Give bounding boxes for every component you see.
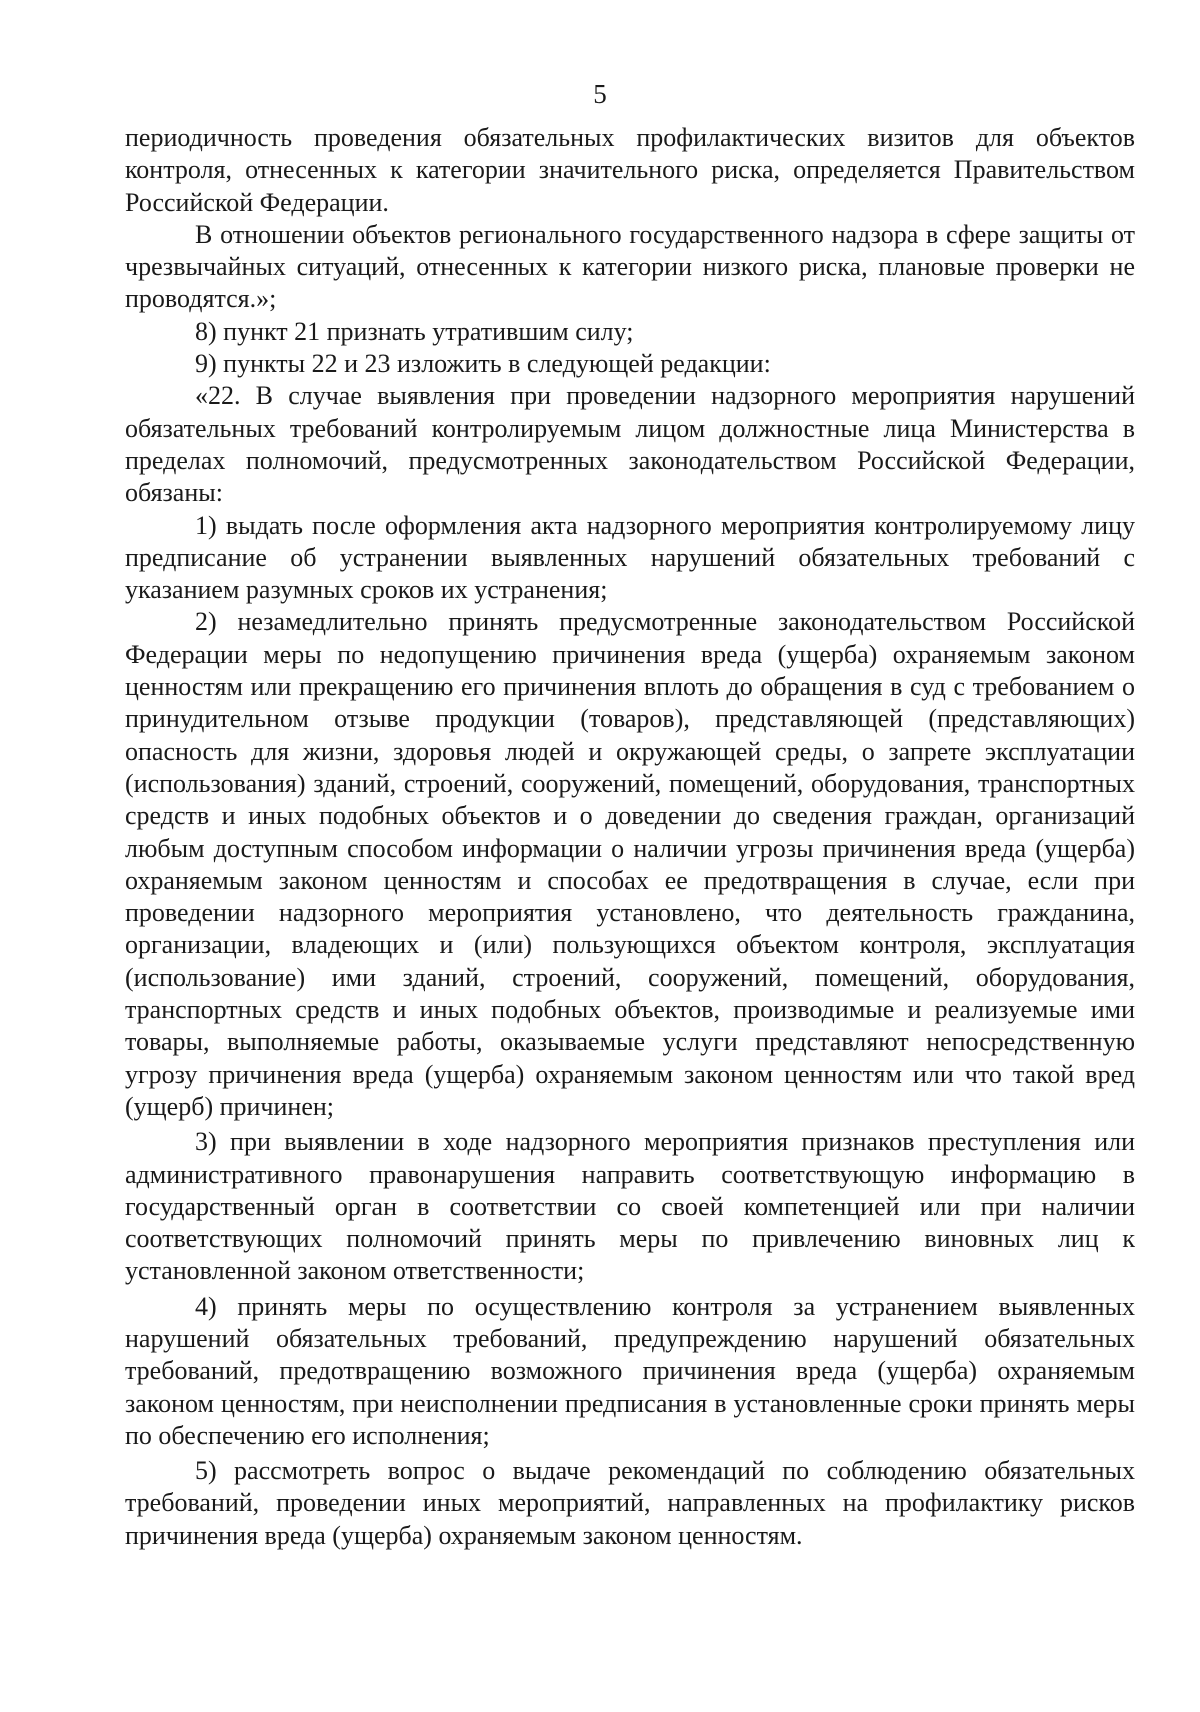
paragraph-low-risk: В отношении объектов регионального государственного надзора в сфере защиты от чрезвычайных ситуаций, отнесенных к категории низкого риска, плановые проверки не проводятся.»; xyxy=(125,219,1135,314)
paragraph-item-9: 9) пункты 22 и 23 изложить в следующей редакции: xyxy=(195,349,771,379)
paragraph-subitem-4: 4) принять меры по осуществлению контроля за устранением выявленных нарушений обязательных требований, предупреждению нарушений обязательных требований, предотвращению возможного причинения вреда (ущерба) охраняемым законом ценностям, при неисполнении предписания в установленные сроки принять меры по обеспечению его исполнения; xyxy=(125,1291,1135,1450)
document-body xyxy=(125,122,1135,1552)
paragraph-subitem-5: 5) рассмотреть вопрос о выдаче рекомендаций по соблюдению обязательных требований, проведении иных мероприятий, направленных на профилактику рисков причинения вреда (ущерба) охраняемым законом ценностям. xyxy=(125,1456,1135,1550)
paragraph-subitem-1: 1) выдать после оформления акта надзорного мероприятия контролируемому лицу предписание об устранении выявленных нарушений обязательных требований с указанием разумных сроков их устранения; xyxy=(125,510,1135,605)
paragraph-clause-22: «22. В случае выявления при проведении надзорного мероприятия нарушений обязательных требований контролируемым лицом должностные лица Министерства в пределах полномочий, предусмотренных законодательством Российской Федерации, обязаны: xyxy=(125,381,1135,508)
paragraph-subitem-3: 3) при выявлении в ходе надзорного мероприятия признаков преступления или административного правонарушения направить соответствующую информацию в государственный орган в соответствии со своей компетенцией или при наличии соответствующих полномочий принять меры по привлечению виновных лиц к установленной законом ответственности; xyxy=(125,1127,1135,1286)
paragraph-continuation: периодичность проведения обязательных профилактических визитов для объектов контроля, отнесенных к категории значительного риска, определяется Правительством Российской Федерации. xyxy=(125,123,1135,217)
paragraph-item-8: 8) пункт 21 признать утратившим силу; xyxy=(195,316,634,346)
paragraph-subitem-2: 2) незамедлительно принять предусмотренные законодательством Российской Федерации меры по недопущению причинения вреда (ущерба) охраняемым законом ценностям или прекращению его причинения вплоть до обращения в суд с требованием о принудительном отзыве продукции (товаров), представляющей (представляющих) опасность для жизни, здоровья людей и окружающей среды, о запрете эксплуатации (использования) зданий, строений, сооружений, помещений, оборудования, транспортных средств и иных подобных объектов и о доведении до сведения граждан, организаций любым доступным способом информации о наличии угрозы причинения вреда (ущерба) охраняемым законом ценностям и способах ее предотвращения в случае, если при проведении надзорного мероприятия установлено, что деятельность гражданина, организации, владеющих и (или) пользующихся объектом контроля, эксплуатация (использование) ими зданий, строений, сооружений, помещений, оборудования, транспортных средств и иных подобных объектов, производимые и реализуемые ими товары, выполняемые работы, оказываемые услуги представляют непосредственную угрозу причинения вреда (ущерба) охраняемым законом ценностям или что такой вред (ущерб) причинен; xyxy=(125,607,1135,1121)
page-number: 5 xyxy=(593,79,607,109)
